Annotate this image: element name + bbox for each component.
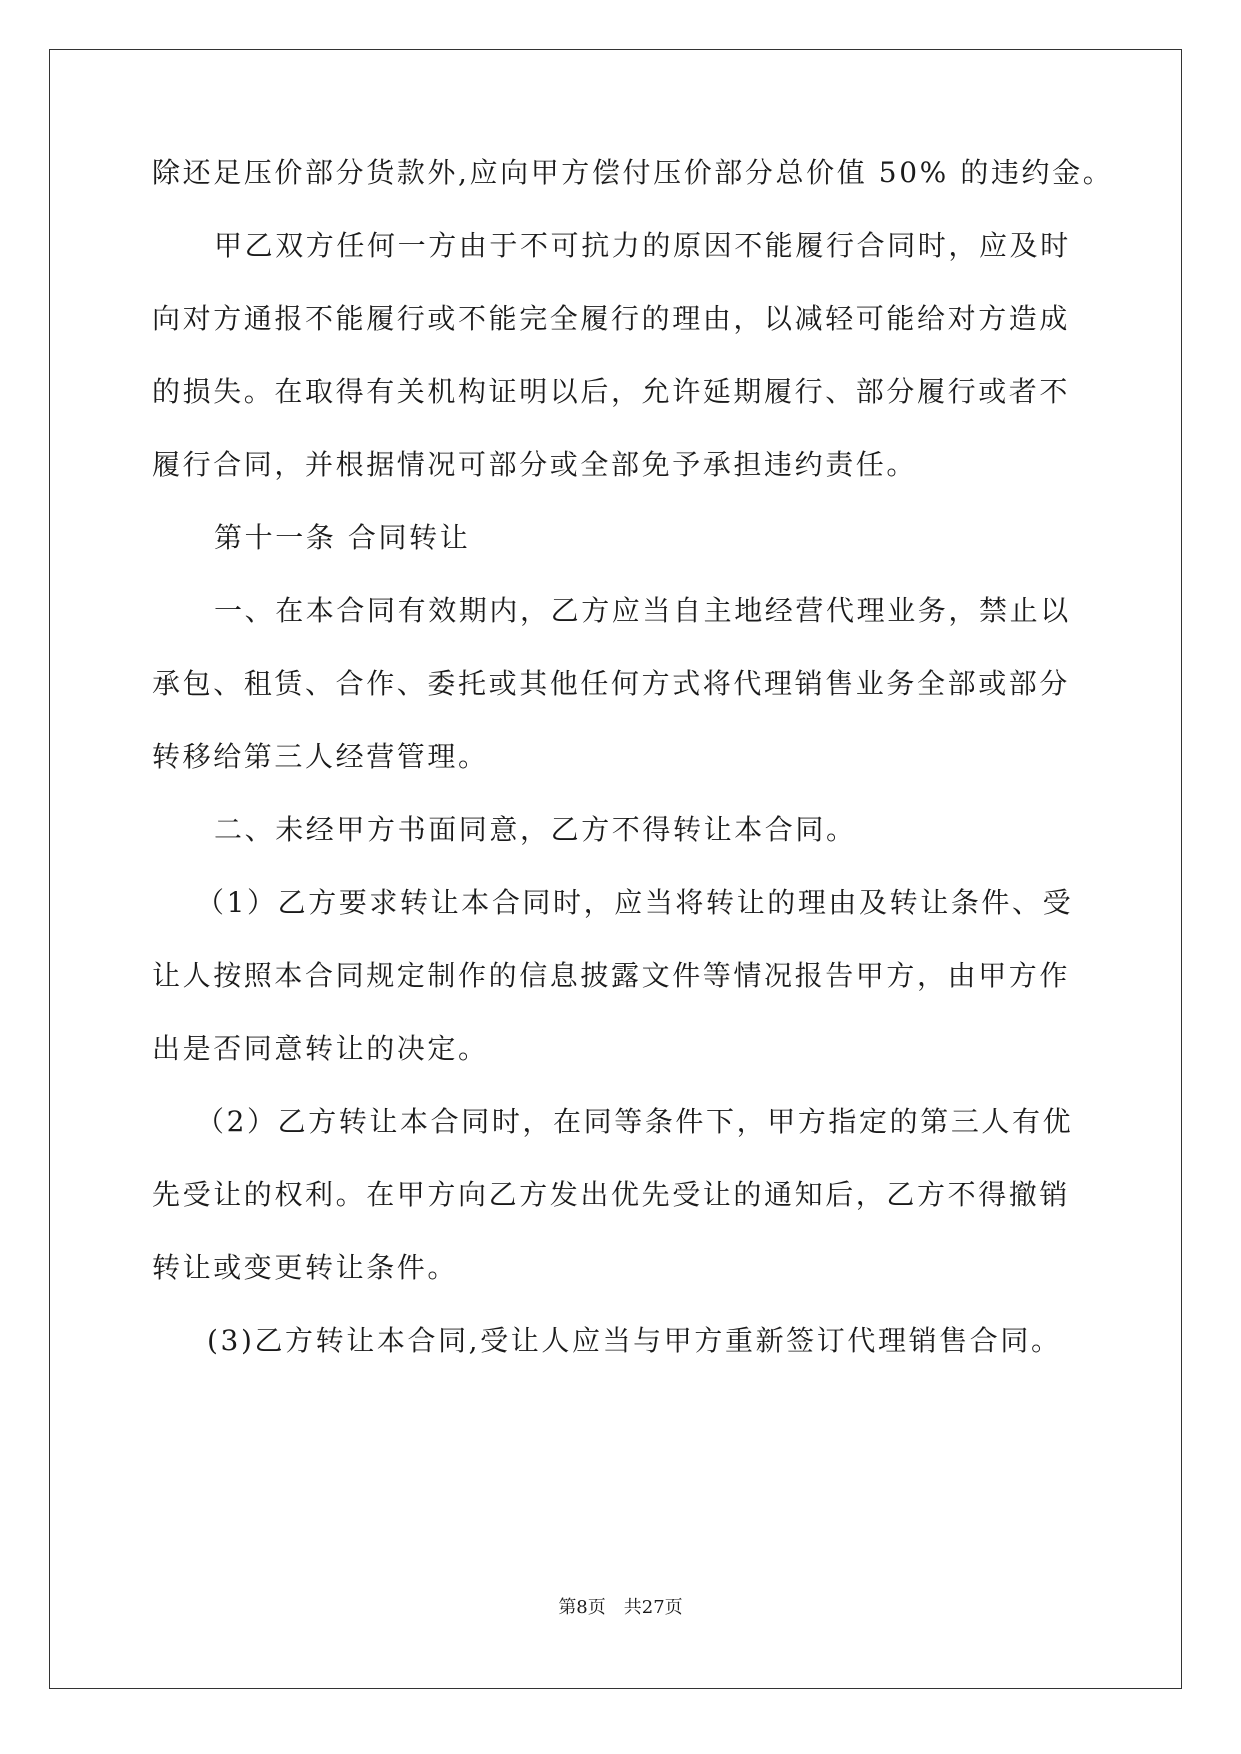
paragraph-line: （2）乙方转让本合同时，在同等条件下，甲方指定的第三人有优 [196,1105,1074,1138]
page-number-total: 共27页 [623,1597,683,1618]
paragraph-line: 转让或变更转让条件。 [152,1251,459,1284]
paragraph-line: 让人按照本合同规定制作的信息披露文件等情况报告甲方，由甲方作 [152,959,1071,992]
page-number-current: 第8页 [558,1597,606,1618]
paragraph-line: 出是否同意转让的决定。 [152,1032,489,1065]
paragraph-line: 的损失。在取得有关机构证明以后，允许延期履行、部分履行或者不 [152,375,1071,408]
paragraph-line: 履行合同，并根据情况可部分或全部免予承担违约责任。 [152,448,918,481]
paragraph-line: 转移给第三人经营管理。 [152,740,489,773]
paragraph-line: 甲乙双方任何一方由于不可抗力的原因不能履行合同时，应及时 [214,229,1071,262]
section-heading: 第十一条 合同转让 [214,521,471,554]
page-border [49,49,1182,1689]
paragraph-line: 承包、租赁、合作、委托或其他任何方式将代理销售业务全部或部分 [152,667,1071,700]
paragraph-line: 除还足压价部分货款外,应向甲方偿付压价部分总价值 50% 的违约金。 [152,156,1114,189]
paragraph-line: 一、在本合同有效期内，乙方应当自主地经营代理业务，禁止以 [214,594,1071,627]
paragraph-line: (3)乙方转让本合同,受让人应当与甲方重新签订代理销售合同。 [207,1324,1062,1357]
paragraph-line: 向对方通报不能履行或不能完全履行的理由，以减轻可能给对方造成 [152,302,1071,335]
paragraph-line: 二、未经甲方书面同意，乙方不得转让本合同。 [214,813,857,846]
paragraph-line: 先受让的权利。在甲方向乙方发出优先受让的通知后，乙方不得撤销 [152,1178,1071,1211]
paragraph-line: （1）乙方要求转让本合同时，应当将转让的理由及转让条件、受 [196,886,1074,919]
page-footer [0,1596,1241,1620]
